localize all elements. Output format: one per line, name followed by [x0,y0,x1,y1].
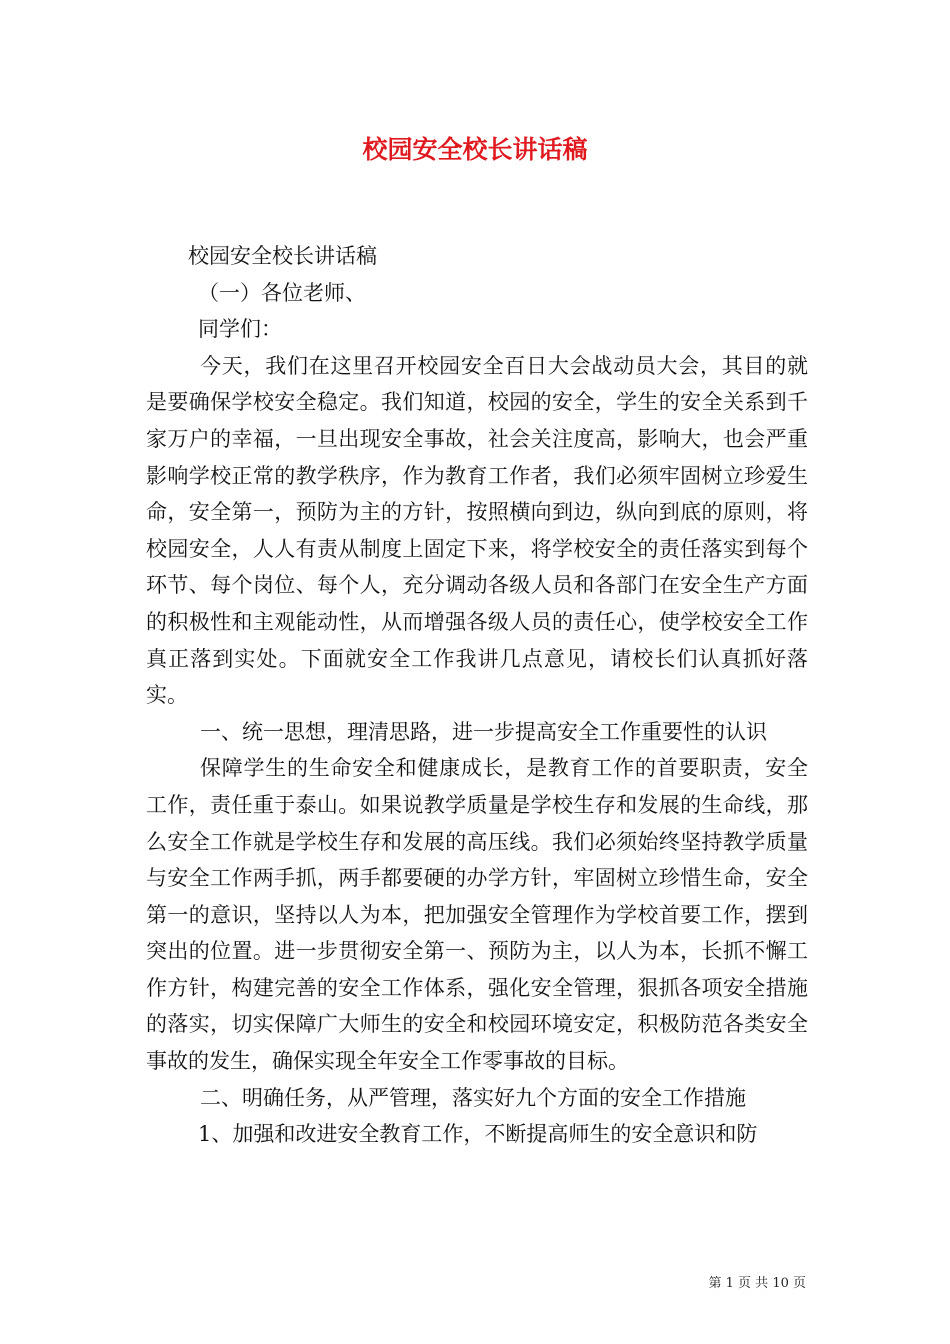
salutation-line: 同学们： [198,317,282,342]
salutation-line: （一）各位老师、 [198,280,366,305]
paragraph: 保障学生的生命安全和健康成长，是教育工作的首要职责，安全工作，责任重于泰山。如果说教学质量是学校生存和发展的生命线，那么安全工作就是学校生存和发展的高压线。我们必须始终坚持教学质量与安全工作两手抓，两手都要硬的办学方针，牢固树立珍惜生命，安全第一的意识，坚持以人为本，把加强安全管理作为学校首要工作，摆到突出的位置。进一步贯彻安全第一、预防为主，以人为本，长抓不懈工作方针，构建完善的安全工作体系，强化安全管理，狠抓各项安全措施的落实，切实保障广大师生的安全和校园环境安定，积极防范各类安全事故的发生，确保实现全年安全工作零事故的目标。 [146,756,808,1074]
section-heading: 二、明确任务，从严管理，落实好九个方面的安全工作措施 [200,1085,746,1110]
page-footer: 第 1 页 共 10 页 [708,1276,806,1291]
list-item: 1、加强和改进安全教育工作，不断提高师生的安全意识和防 [198,1122,758,1147]
document-title: 校园安全校长讲话稿 [362,135,588,164]
section-heading: 一、统一思想，理清思路，进一步提高安全工作重要性的认识 [200,719,767,744]
body-heading: 校园安全校长讲话稿 [188,244,377,268]
document-body [146,238,808,1153]
paragraph: 今天，我们在这里召开校园安全百日大会战动员大会，其目的就是要确保学校安全稳定。我们知道，校园的安全，学生的安全关系到千家万户的幸福，一旦出现安全事故，社会关注度高，影响大，也会严重影响学校正常的教学秩序，作为教育工作者，我们必须牢固树立珍爱生命，安全第一，预防为主的方针，按照横向到边，纵向到底的原则，将校园安全，人人有责从制度上固定下来，将学校安全的责任落实到每个环节、每个岗位、每个人，充分调动各级人员和各部门在安全生产方面的积极性和主观能动性，从而增强各级人员的责任心，使学校安全工作真正落到实处。下面就安全工作我讲几点意见，请校长们认真抓好落实。 [146,353,808,708]
